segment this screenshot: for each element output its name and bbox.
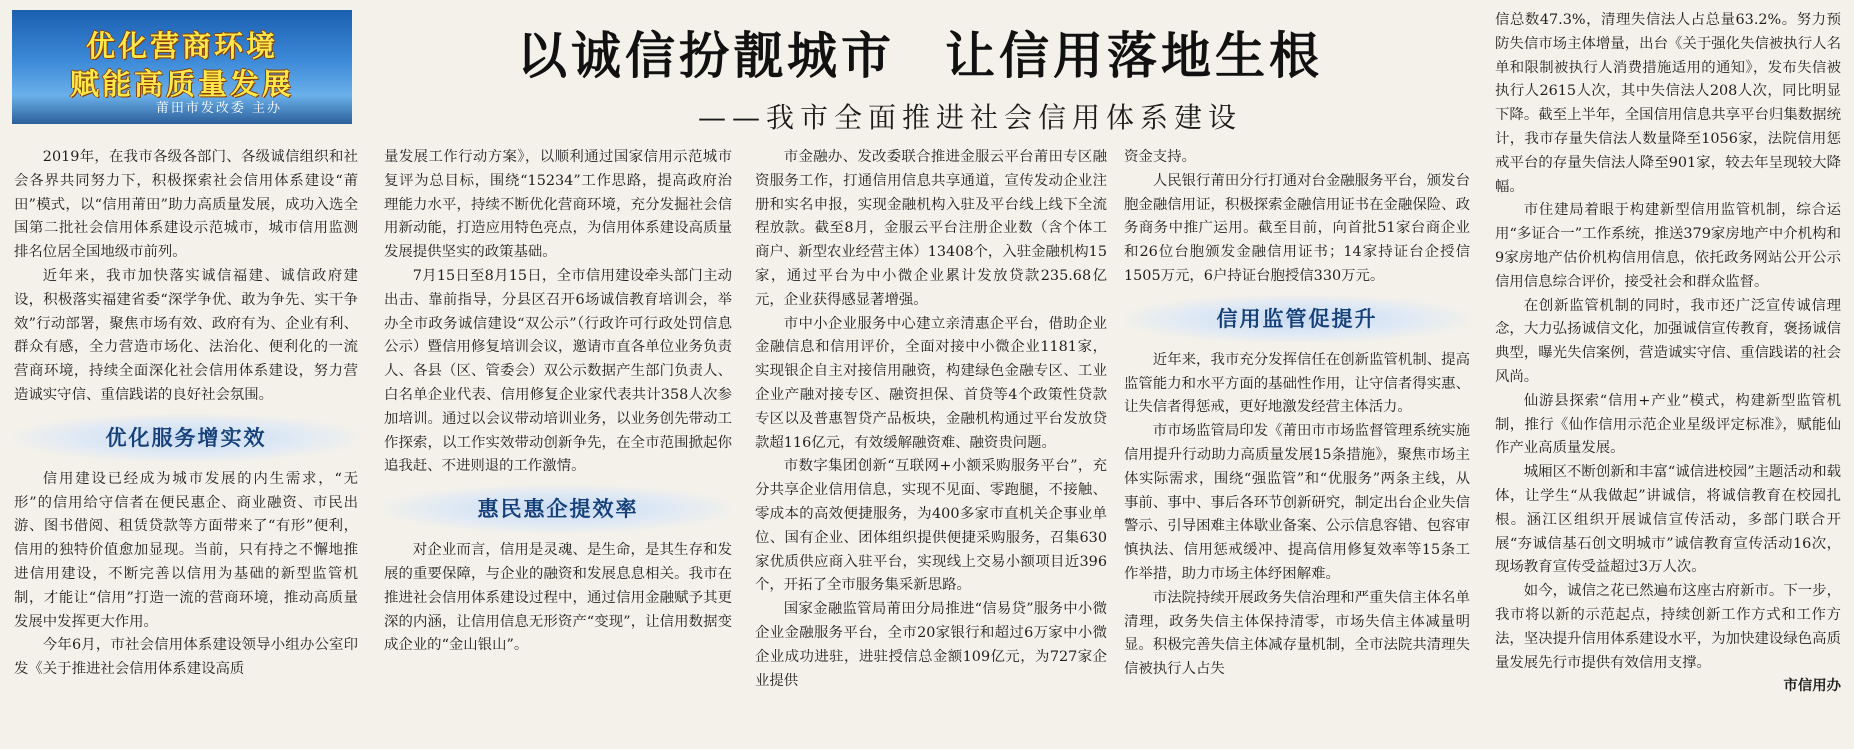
section-heading-supervision: 信用监管促提升: [1124, 295, 1470, 343]
paragraph: 市法院持续开展政务失信治理和严重失信主体名单清理，政务失信主体保持清零，市场失信主体减量明显。积极完善失信主体减存量机制，全市法院共清理失信被执行人占失: [1124, 589, 1470, 678]
paragraph: 信总数47.3%，清理失信法人占总量63.2%。努力预防失信市场主体增量，出台《关于强化失信被执行人名单和限制被执行人消费措施适用的通知》，发布失信被执行人2615人次，其中失信法人208人次，同比明显下降。截至上半年，全国信用信息共享平台归集数据统计，我市存量失信法人数量降至1056家，法院信用惩戒平台的存量失信法人降至901家，较去年呈现较大降幅。: [1495, 12, 1841, 195]
paragraph: 在创新监管机制的同时，我市还广泛宣传诚信理念，大力弘扬诚信文化，加强诚信宣传教育，褒扬诚信典型，曝光失信案例，营造诚实守信、重信践诺的社会风尚。: [1495, 297, 1841, 385]
paragraph: 7月15日至8月15日，全市信用建设牵头部门主动出击、靠前指导，分县区召开6场诚信教育培训会，举办全市政务诚信建设“双公示”（行政许可行政处罚信息公示）暨信用修复培训会议，邀请市直各单位业务负责人、各县（区、管委会）双公示数据产生部门负责人、白名单企业代表、信用修复企业家代表共计358人次参加培训。通过以会议带动培训业务，以业务创先带动工作探索，以工作实效带动创新争先，在全市范围掀起你追我赶、不进则退的工作激情。: [384, 267, 732, 475]
article-title-part-2: 让信用落地生根: [945, 26, 1323, 85]
paragraph: 市中小企业服务中心建立亲清惠企平台，借助企业金融信息和信用评价，全面对接中小微企业1181家，实现银企自主对接信用融资，构建绿色金融专区、工业企业产融对接专区、融资担保、首贷等4个政策性贷款专区以及普惠智贷产品板块，金融机构通过平台发放贷款超116亿元，有效缓解融资难、融资贵问题。: [755, 315, 1107, 451]
paragraph: 信用建设已经成为城市发展的内生需求，“无形”的信用给守信者在便民惠企、商业融资、市民出游、图书借阅、租赁贷款等方面带来了“有形”便利，信用的独特价值愈加显现。当前，只有持之不懈地推进信用建设，不断完善以信用为基础的新型监管机制，才能让“信用”打造一流的营商环境，推动高质量发展中发挥更大作用。: [14, 470, 358, 630]
banner-sponsor: 莆田市发改委 主办: [155, 101, 282, 116]
paragraph: 国家金融监管局莆田分局推进“信易贷”服务中小微企业金融服务平台，全市20家银行和超过6万家中小微企业成功进驻，进驻授信总金额109亿元，为727家企业提供: [755, 601, 1107, 689]
article-subtitle: ——我市全面推进社会信用体系建设: [697, 101, 1242, 134]
section-heading-service: 优化服务增实效: [14, 414, 358, 462]
paragraph: 资金支持。: [1124, 149, 1196, 165]
byline: 市信用办: [1783, 678, 1841, 695]
paragraph: 近年来，我市加快落实诚信福建、诚信政府建设，积极落实福建省委“深学争优、敢为争先、实干争效”行动部署，聚焦市场有效、政府有为、企业有利、群众有感，全力营造市场化、法治化、便利化的一流营商环境，持续全面深化社会信用体系建设，努力营造诚实守信、重信践诺的良好社会氛围。: [14, 267, 358, 403]
banner-line-2: 赋能高质量发展: [69, 67, 294, 101]
text-column-4: [1124, 146, 1470, 740]
banner-line-1: 优化营商环境: [85, 29, 278, 63]
text-column-2: [384, 146, 732, 740]
paragraph: 市住建局着眼于构建新型信用监管机制，综合运用“多证合一”工作系统，推送379家房地产中介机构和9家房地产估价机构信用信息，依托政务网站公开公示信用信息综合评价，接受社会和群众监督。: [1495, 202, 1841, 290]
column-banner: [12, 10, 352, 124]
paragraph: 今年6月，市社会信用体系建设领导小组办公室印发《关于推进社会信用体系建设高质: [14, 637, 358, 678]
paragraph: 市数字集团创新“互联网+小额采购服务平台”，充分共享企业信用信息，实现不见面、零跑腿，不接触、零成本的高效便捷服务，为400多家市直机关企事业单位、国有企业、团体组织提供便捷采购服务，召集630家优质供应商入驻平台，实现线上交易小额项目近396个，开拓了全市服务集采新思路。: [755, 458, 1107, 594]
text-column-5: [1495, 9, 1841, 741]
paragraph: 城厢区不断创新和丰富“诚信进校园”主题活动和载体，让学生“从我做起”讲诚信，将诚信教育在校园扎根。涵江区组织开展诚信宣传活动，多部门联合开展“夯诚信基石创文明城市”诚信教育宣传活动16次，现场教育宣传受益超过3万人次。: [1495, 464, 1841, 576]
text-column-3: [755, 146, 1107, 740]
paragraph: 人民银行莆田分行打通对台金融服务平台，颁发台胞金融信用证，积极探索金融信用证书在金融保险、政务商务中推广运用。截至目前，向首批51家台商企业和26位台胞颁发金融信用证书；14家持证台企授信1505万元，6户持证台胞授信330万元。: [1124, 172, 1470, 284]
paragraph: 近年来，我市充分发挥信任在创新监管机制、提高监管能力和水平方面的基础性作用，让守信者得实惠、让失信者得惩戒，更好地激发经营主体活力。: [1124, 351, 1470, 416]
paragraph: 对企业而言，信用是灵魂、是生命，是其生存和发展的重要保障，与企业的融资和发展息息相关。我市在推进社会信用体系建设过程中，通过信用金融赋予其更深的内涵，让信用信息无形资产“变现”，让信用数据变成企业的“金山银山”。: [384, 542, 732, 654]
paragraph: 如今，诚信之花已然遍布这座古府新市。下一步，我市将以新的示范起点，持续创新工作方式和工作方法，坚决提升信用体系建设水平，为加快建设绿色高质量发展先行市提供有效信用支撑。: [1495, 583, 1841, 671]
paragraph: 量发展工作行动方案》，以顺利通过国家信用示范城市复评为总目标，围绕“15234”工作思路，提高政府治理能力水平，持续不断优化营商环境，充分发掘社会信用新动能，打造应用特色亮点，为信用体系建设高质量发展提供坚实的政策基础。: [384, 149, 732, 261]
paragraph: 市金融办、发改委联合推进金服云平台莆田专区融资服务工作，打通信用信息共享通道，宣传发动企业注册和实名申报，实现金融机构入驻及平台线上线下全流程放款。截至8月，金服云平台注册企业数（含个体工商户、新型农业经营主体）13408个，入驻金融机构15家，通过平台为中小微企业累计发放贷款235.68亿元，企业获得感显著增强。: [755, 149, 1107, 308]
paragraph: 仙游县探索“信用+产业”模式，构建新型监管机制，推行《仙作信用示范企业星级评定标准》，赋能仙作产业高质量发展。: [1495, 392, 1841, 457]
article-title-part-1: 以诚信扮靓城市: [517, 26, 895, 85]
paragraph: 2019年，在我市各级各部门、各级诚信组织和社会各界共同努力下，积极探索社会信用体系建设“莆田”模式，以“信用莆田”助力高质量发展，成功入选全国第二批社会信用体系建设示范城市，城市信用监测排名位居全国地级市前列。: [14, 149, 358, 261]
paragraph: 市市场监管局印发《莆田市市场监督管理系统实施信用提升行动助力高质量发展15条措施》，聚焦市场主体实际需求，围绕“强监管”和“优服务”两条主线，从事前、事中、事后各环节创新研究，制定出台企业失信警示、引导困难主体歇业备案、公示信息容错、包容审慎执法、信用惩戒缓冲、提高信用修复效率等15条工作举措，助力市场主体纾困解难。: [1124, 423, 1470, 582]
article-title: [380, 16, 1460, 88]
text-column-1: [14, 146, 358, 740]
section-heading-efficiency: 惠民惠企提效率: [384, 485, 732, 533]
